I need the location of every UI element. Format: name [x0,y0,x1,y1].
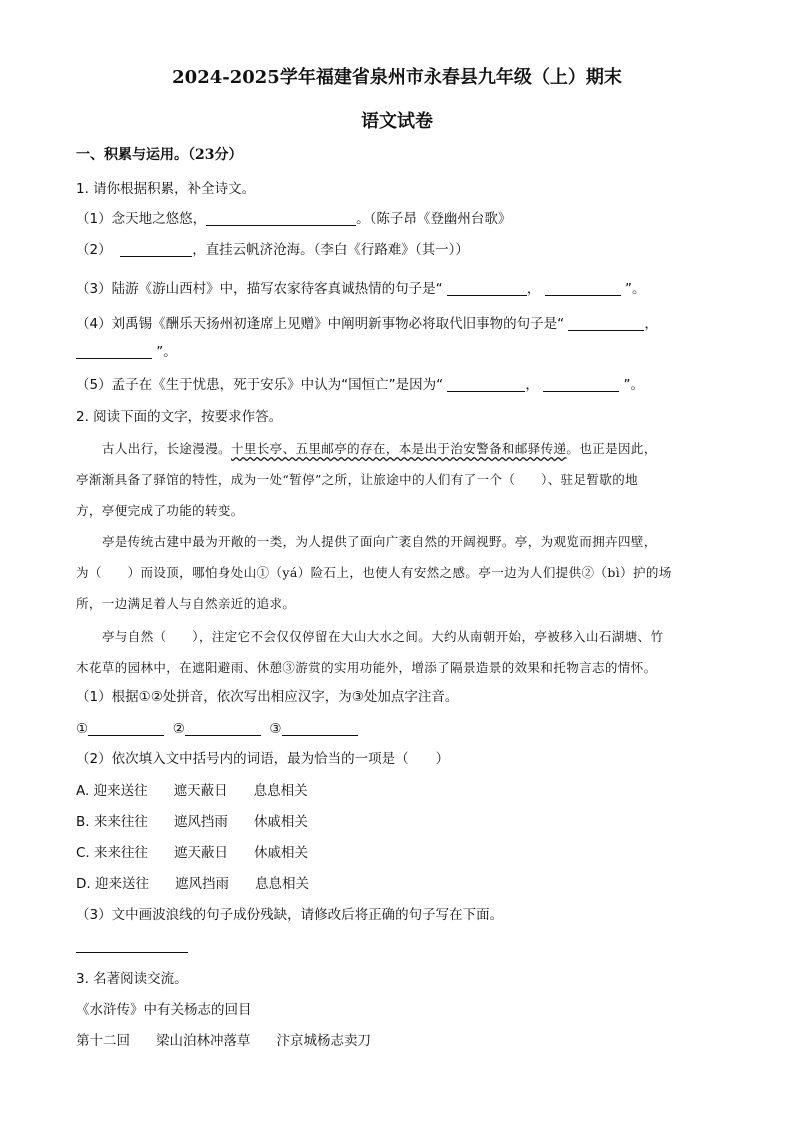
chapter-title [76,1032,371,1050]
q2-subquestion-3: （3）文中画波浪线的句子成份残缺，请修改后将正确的句子写在下面。 [76,907,504,923]
answer-blank[interactable] [206,211,356,226]
passage-text: 。也正是因此， [566,441,657,456]
q1-item-3 [76,280,645,298]
option-letter: D. [76,876,91,892]
exam-title: 2024-2025学年福建省泉州市永春县九年级（上）期末 [172,67,622,88]
passage-line [102,440,657,458]
q3-intro: 《水浒传》中有关杨志的回目 [76,1002,252,1018]
option-word: 遮风挡雨 [174,876,229,892]
q1-item-1-source: 。（陈子昂《登幽州台歌》 [356,211,512,227]
blank-label: ① [76,721,89,737]
choice-option-c[interactable] [76,844,308,862]
passage-text: 古人出行，长途漫漫。 [102,441,232,456]
answer-blank[interactable] [447,377,525,392]
option-word: 休戚相关 [254,845,309,861]
passage-line: 亭渐渐具备了驿馆的特性，成为一处“暂停”之所，让旅途中的人们有了一个（ ）、驻足暂歇的地 [76,472,639,487]
blank-label: ② [172,721,185,737]
q2-subquestion-2: （2）依次填入文中括号内的词语，最为恰当的一项是（ ） [76,751,450,767]
answer-blank[interactable] [185,721,261,736]
closing-quote: ”。 [156,344,177,360]
q1-item-5 [76,376,644,394]
answer-blank[interactable] [76,344,152,359]
answer-blank[interactable] [282,721,358,736]
q1-item-4-text: （4）刘禹锡《酬乐天扬州初逢席上见赠》中阐明新事物必将取代旧事物的句子是“ [76,316,565,332]
q2-stem: 2. 阅读下面的文字，按要求作答。 [76,409,283,425]
passage-line: 为（ ）而设顶，哪怕身处山①（yá）险石上，也使人有安然之感。亭一边为人们提供②（bì）护的场 [76,565,672,580]
closing-quote: ”。 [623,377,644,393]
answer-blank[interactable] [545,281,621,296]
comma: ， [525,377,539,393]
option-letter: B. [76,814,90,830]
q1-item-3-text: （3）陆游《游山西村》中，描写农家待客真诚热情的句子是“ [76,281,443,297]
passage-line: 木花草的园林中，在遮阳避雨、休憩③游赏的实用功能外，增添了隔景造景的效果和托物言志的情怀。 [76,660,657,675]
q1-item-4-cont [76,343,177,361]
answer-blank[interactable] [568,316,644,331]
answer-blank[interactable] [88,721,164,736]
q1-item-2-text: ，直挂云帆济沧海。（李白《行路难》（其一）） [192,242,469,258]
q3-stem: 3. 名著阅读交流。 [76,971,188,987]
wavy-underlined-sentence: 十里长亭、五里邮亭的存在，本是出于治安警备和邮驿传递 [231,441,567,456]
exam-subtitle: 语文试卷 [361,111,433,132]
option-word: 遮天蔽日 [174,845,229,861]
option-word: 遮风挡雨 [173,814,228,830]
choice-option-a[interactable] [76,782,308,800]
option-letter: C. [76,845,90,861]
q1-item-1 [76,210,511,228]
chapter-number: 第十二回 [76,1033,130,1049]
q1-item-4 [76,315,658,333]
option-letter: A. [76,783,90,799]
q2-answer-blanks [76,720,358,738]
option-word: 息息相关 [253,783,308,799]
option-word: 来来往往 [93,814,148,830]
passage-line: 亭是传统古建中最为开敞的一类，为人提供了面向广袤自然的开阔视野。亭，为观览而拥卉四壁， [102,534,657,549]
answer-blank[interactable] [120,242,192,257]
chapter-part: 梁山泊林冲落草 [156,1033,251,1049]
choice-option-b[interactable] [76,813,308,831]
option-word: 休戚相关 [253,814,308,830]
comma: ， [644,316,658,332]
passage-line: 所，一边满足着人与自然亲近的追求。 [76,596,296,611]
q2-subquestion-1: （1）根据①②处拼音，依次写出相应汉字，为③处加点字注音。 [76,689,459,705]
option-word: 息息相关 [254,876,309,892]
answer-blank[interactable] [543,377,619,392]
choice-option-d[interactable] [76,875,309,893]
comma: ， [526,281,541,297]
answer-line[interactable] [76,952,188,953]
option-word: 迎来送往 [93,783,148,799]
blank-label: ③ [269,721,282,737]
answer-blank[interactable] [447,281,527,296]
option-word: 迎来送往 [94,876,149,892]
closing-quote: ”。 [624,281,646,297]
passage-line: 方，亭便完成了功能的转变。 [76,503,244,518]
chapter-part: 汴京城杨志卖刀 [276,1033,371,1049]
q1-item-2 [76,241,469,259]
q1-stem: 1. 请你根据积累，补全诗文。 [76,181,256,197]
q1-item-1-text: （1）念天地之悠悠， [76,211,207,227]
section-heading: 一、积累与运用。（23分） [76,147,243,163]
option-word: 遮天蔽日 [173,783,228,799]
q1-item-2-label: （2） [76,242,112,258]
q1-item-5-text: （5）孟子在《生于忧患，死于安乐》中认为“国恒亡”是因为“ [76,377,444,393]
passage-line: 亭与自然（ ），注定它不会仅仅停留在大山大水之间。大约从南朝开始，亭被移入山石湖塘、竹 [102,629,664,644]
option-word: 来来往往 [94,845,149,861]
